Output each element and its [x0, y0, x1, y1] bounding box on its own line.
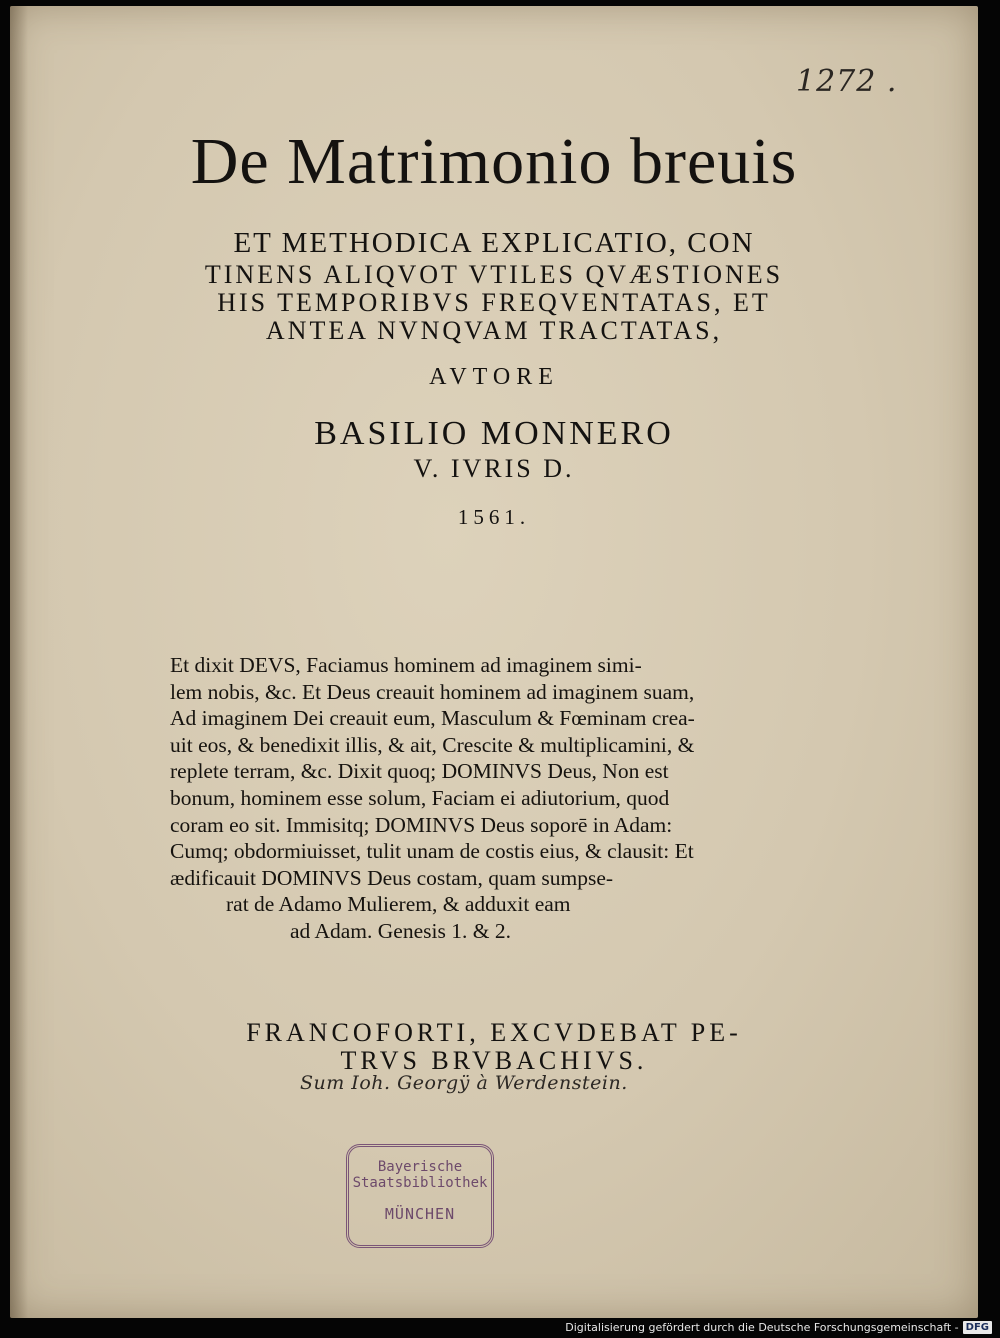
ownership-inscription: Sum Ioh. Georgÿ à Werdenstein.: [300, 1072, 628, 1094]
publication-year: 1561.: [457, 505, 531, 529]
author-label: AVTORE: [429, 364, 559, 390]
verse-line: ædificauit DOMINVS Deus costam, quam sumpse-: [170, 865, 614, 890]
dfg-logo-icon: DFG: [963, 1321, 992, 1334]
verse-line: lem nobis, &c. Et Deus creauit hominem ad imaginem suam,: [170, 679, 695, 704]
title-line-3: HIS TEMPORIBVS FREQVENTATAS, ET: [217, 288, 771, 317]
verse-line: rat de Adamo Mulierem, & adduxit eam: [226, 892, 571, 917]
book-page: [10, 6, 978, 1318]
verse-line: bonum, hominem esse solum, Faciam ei adiutorium, quod: [170, 785, 670, 810]
stamp-line-2: Staatsbibliothek: [352, 1175, 488, 1191]
title-line-1: ET METHODICA EXPLICATIO, CON: [233, 227, 755, 259]
verse-line: uit eos, & benedixit illis, & ait, Crescite & multiplicamini, &: [170, 732, 695, 757]
title-line-2: TINENS ALIQVOT VTILES QVÆSTIONES: [204, 260, 784, 289]
verse-line: replete terram, &c. Dixit quoq; DOMINVS Deus, Non est: [170, 759, 669, 784]
stamp-line-3: MÜNCHEN: [384, 1205, 456, 1223]
author-degree: V. IVRIS D.: [413, 454, 575, 483]
scripture-verse: [170, 652, 790, 945]
page-edge-shadow: [10, 6, 28, 1318]
imprint-line-1: FRANCOFORTI, EXCVDEBAT PE-: [246, 1018, 742, 1047]
verse-line: Cumq; obdormiuisset, tulit unam de costis eius, & clausit: Et: [170, 839, 694, 864]
library-stamp: [346, 1144, 494, 1248]
shelfmark: 1272 .: [796, 64, 898, 99]
verse-line: Ad imaginem Dei creauit eum, Masculum & Fœminam crea-: [170, 706, 695, 731]
stamp-line-1: Bayerische: [377, 1159, 463, 1175]
title-line-4: ANTEA NVNQVAM TRACTATAS,: [265, 316, 723, 345]
main-title: De Matrimonio breuis: [190, 125, 798, 198]
imprint-line-2: TRVS BRVBACHIVS.: [340, 1046, 648, 1075]
footer-credit: Digitalisierung gefördert durch die Deutsche Forschungsgemeinschaft -: [565, 1321, 959, 1334]
verse-line: ad Adam. Genesis 1. & 2.: [290, 918, 511, 943]
verse-line: coram eo sit. Immisitq; DOMINVS Deus soporē in Adam:: [170, 812, 673, 837]
digitization-footer: [0, 1318, 1000, 1338]
verse-line: Et dixit DEVS, Faciamus hominem ad imaginem simi-: [170, 653, 642, 677]
author-name: BASILIO MONNERO: [314, 415, 674, 452]
